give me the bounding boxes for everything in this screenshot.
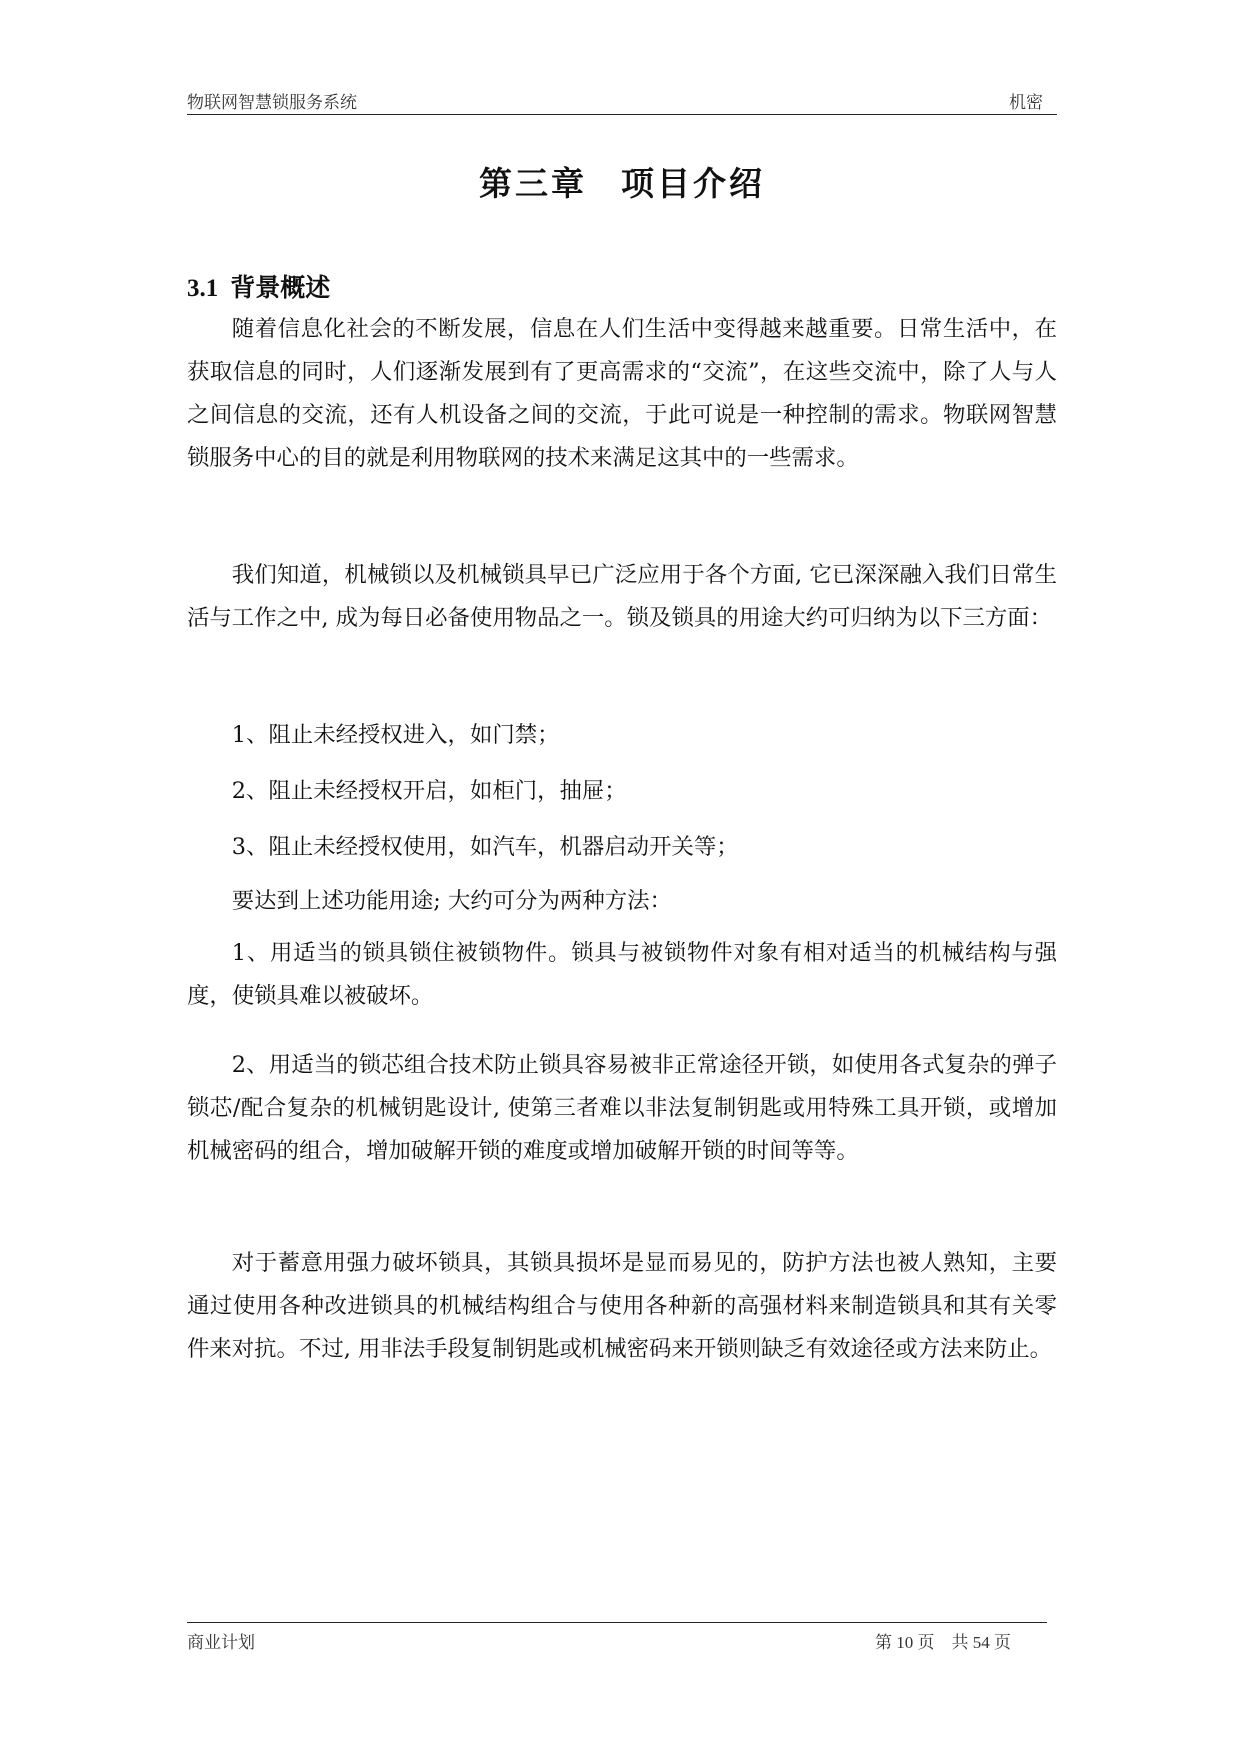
page-header — [187, 86, 1057, 115]
chapter-number: 第三章 — [479, 164, 587, 203]
page-number: 第 10 页 共 54 页 — [875, 1633, 1011, 1652]
header-document-title: 物联网智慧锁服务系统 — [187, 93, 357, 113]
paragraph-mechanical-locks: 我们知道，机械锁以及机械锁具早已广泛应用于各个方面, 它已深深融入我们日常生活与工作之中, 成为每日必备使用物品之一。锁及锁具的用途大约可归纳为以下三方面： — [187, 562, 1057, 631]
list-item-method-1: 1、用适当的锁具锁住被锁物件。锁具与被锁物件对象有相对适当的机械结构与强度，使锁具难以被破坏。 — [187, 940, 1057, 1009]
section-title: 背景概述 — [230, 273, 331, 302]
chapter-title — [187, 158, 1057, 205]
list-item-purpose-1: 1、阻止未经授权进入，如门禁； — [231, 722, 560, 748]
list-item-purpose-2: 2、阻止未经授权开启，如柜门，抽屉； — [231, 778, 627, 804]
section-number: 3.1 — [187, 275, 219, 302]
list-item-purpose-3: 3、阻止未经授权使用，如汽车，机器启动开关等； — [231, 834, 739, 860]
list-item-method-2: 2、用适当的锁芯组合技术防止锁具容易被非正常途径开锁，如使用各式复杂的弹子锁芯/配合复杂的机械钥匙设计, 使第三者难以非法复制钥匙或用特殊工具开锁，或增加机械密码的组合，增加破解开锁的难度或增加破解开锁的时间等等。 — [187, 1052, 1057, 1164]
paragraph-methods-intro: 要达到上述功能用途; 大约可分为两种方法： — [231, 888, 672, 914]
header-confidential-label: 机密 — [1009, 93, 1043, 113]
paragraph-conclusion: 对于蓄意用强力破坏锁具，其锁具损坏是显而易见的，防护方法也被人熟知，主要通过使用各种改进锁具的机械结构组合与使用各种新的高强材料来制造锁具和其有关零件来对抗。不过, 用非法手段复制钥匙或机械密码来开锁则缺乏有效途径或方法来防止。 — [187, 1250, 1057, 1362]
paragraph-intro: 随着信息化社会的不断发展，信息在人们生活中变得越来越重要。日常生活中，在获取信息的同时，人们逐渐发展到有了更高需求的“交流”，在这些交流中，除了人与人之间信息的交流，还有人机设备之间的交流，于此可说是一种控制的需求。物联网智慧锁服务中心的目的就是利用物联网的技术来满足这其中的一些需求。 — [187, 316, 1057, 471]
chapter-name: 项目介绍 — [621, 164, 765, 203]
section-heading — [187, 268, 330, 304]
page-footer — [187, 1622, 1047, 1653]
footer-doc-type: 商业计划 — [187, 1633, 255, 1653]
